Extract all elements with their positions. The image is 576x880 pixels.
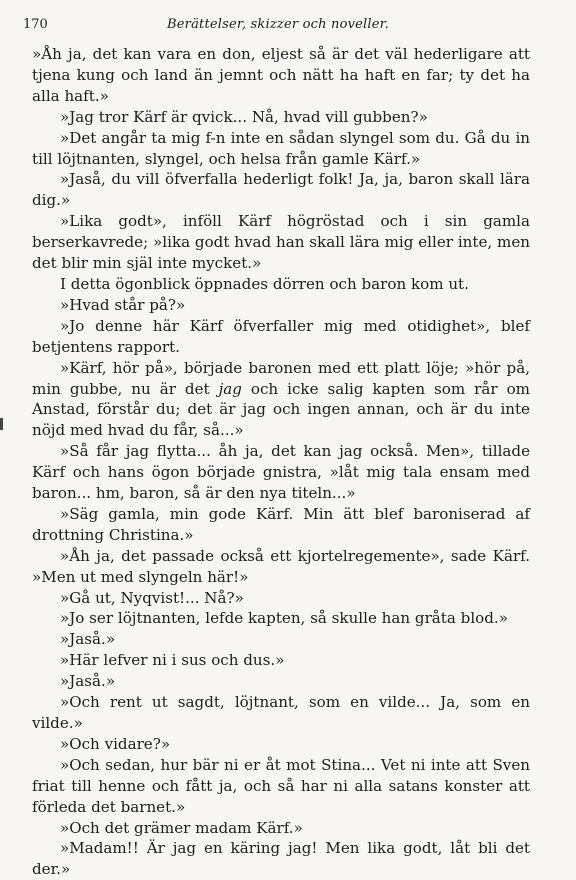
paragraph: »Åh ja, det kan vara en don, eljest så är det väl hederligare att tjena kung och land än jemnt och nätt ha haft en far; ty det ha alla haft.» [32, 45, 530, 105]
paragraph-part: »Kärf, hör på», började baronen med ett platt löje; »hör på, min gubbe, nu är det [32, 358, 530, 398]
paragraph: »Madam!! Är jag en käring jag! Men lika godt, låt bli det der.» [32, 839, 530, 879]
paragraph: »Säg gamla, min gode Kärf. Min ätt blef baroniserad af drottning Christina.» [32, 504, 530, 544]
paragraph: »Gå ut, Nyqvist!... Nå?» [60, 588, 244, 607]
page-number: 170 [23, 17, 48, 32]
paragraph: »Och vidare?» [60, 734, 171, 753]
paragraph: »Hvad står på?» [60, 295, 186, 314]
page-header [23, 17, 533, 35]
paragraph-part: och icke salig kapten som rår om Anstad, förstår du; det är jag och ingen annan, och är du inte nöjd med hvad du får, så...» [32, 379, 530, 440]
paragraph: »Jaså.» [60, 672, 116, 691]
margin-mark [0, 418, 3, 430]
paragraph: »Jaså, du vill öfverfalla hederligt folk! Ja, ja, baron skall lära dig.» [32, 170, 530, 210]
paragraph: »Åh ja, det passade också ett kjortelregemente», sade Kärf. »Men ut med slyngeln här!» [32, 546, 530, 586]
paragraph: »Så får jag flytta... åh ja, det kan jag också. Men», tillade Kärf och hans ögon började gnistra, »låt mig tala ensam med baron... hm, baron, så är den nya titeln...» [32, 442, 530, 503]
paragraph: »Lika godt», inföll Kärf högröstad och i sin gamla berserkavrede; »lika godt hvad han skall lära mig eller inte, men det blir min själ inte mycket.» [32, 212, 530, 273]
paragraph: »Och rent ut sagdt, löjtnant, som en vilde... Ja, som en vilde.» [32, 693, 530, 732]
paragraph: »Det angår ta mig f-n inte en sådan slyngel som du. Gå du in till löjtnanten, slyngel, och helsa från gamle Kärf.» [32, 128, 530, 168]
paragraph: »Jaså.» [60, 630, 116, 649]
paragraph: »Och sedan, hur bär ni er åt mot Stina... Vet ni inte att Sven friat till henne och fått ja, och så har ni alla satans konster att förleda det barnet.» [32, 755, 530, 816]
paragraph [32, 358, 530, 442]
body-text [32, 44, 530, 880]
paragraph: »Jo ser löjtnanten, lefde kapten, så skulle han gråta blod.» [60, 609, 508, 628]
paragraph: »Och det grämer madam Kärf.» [60, 818, 303, 837]
paragraph: »Jag tror Kärf är qvick... Nå, hvad vill gubben?» [60, 107, 428, 126]
paragraph: I detta ögonblick öppnades dörren och baron kom ut. [60, 274, 469, 293]
paragraph: »Jo denne här Kärf öfverfaller mig med otidighet», blef betjentens rapport. [32, 316, 530, 356]
paragraph: »Här lefver ni i sus och dus.» [60, 651, 285, 670]
running-title: Berättelser, skizzer och noveller. [167, 17, 389, 32]
emphasized-word: jag [218, 379, 242, 398]
